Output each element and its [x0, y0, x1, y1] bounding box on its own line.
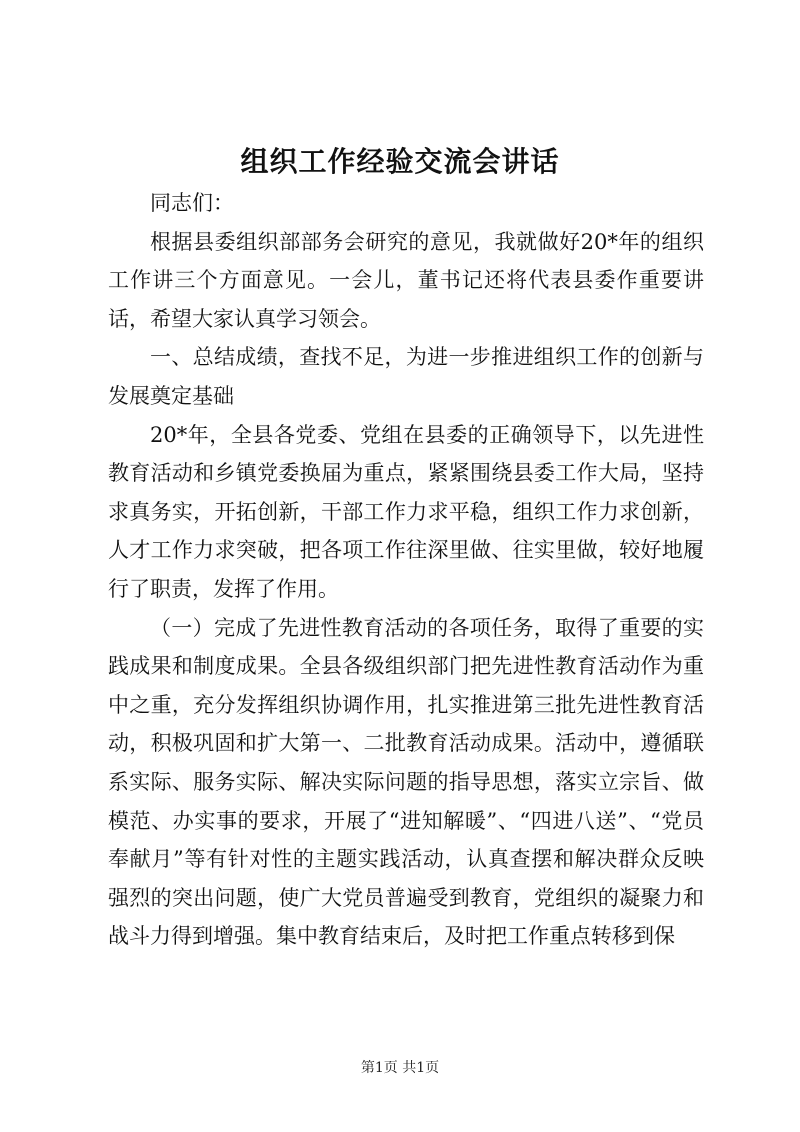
document-body — [108, 184, 704, 956]
paragraph-summary: 20*年，全县各党委、党组在县委的正确领导下，以先进性教育活动和乡镇党委换届为重点，紧紧围绕县委工作大局，坚持求真务实，开拓创新，干部工作力求平稳，组织工作力求创新，人才工作力求突破，把各项工作往深里做、往实里做，较好地履行了职责，发挥了作用。 — [108, 422, 704, 601]
salutation: 同志们： — [150, 191, 234, 215]
paragraph-subsection-1: （一）完成了先进性教育活动的各项任务，取得了重要的实践成果和制度成果。全县各级组织部门把先进性教育活动作为重中之重，充分发挥组织协调作用，扎实推进第三批先进性教育活动，积极巩固和扩大第一、二批教育活动成果。活动中，遵循联系实际、服务实际、解决实际问题的指导思想，落实立宗旨、做模范、办实事的要求，开展了“进知解暖”、“四进八送”、“党员奉献月”等有针对性的主题实践活动，认真查摆和解决群众反映强烈的突出问题，使广大党员普遍受到教育，党组织的凝聚力和战斗力得到增强。集中教育结束后，及时把工作重点转移到保 — [108, 615, 704, 949]
document-title: 组织工作经验交流会讲话 — [240, 145, 560, 178]
section-heading-1: 一、总结成绩，查找不足，为进一步推进组织工作的创新与发展奠定基础 — [108, 345, 704, 408]
page-footer: 第1页 共1页 — [360, 1060, 440, 1076]
paragraph-intro: 根据县委组织部部务会研究的意见，我就做好20*年的组织工作讲三个方面意见。一会儿，董书记还将代表县委作重要讲话，希望大家认真学习领会。 — [108, 229, 704, 331]
